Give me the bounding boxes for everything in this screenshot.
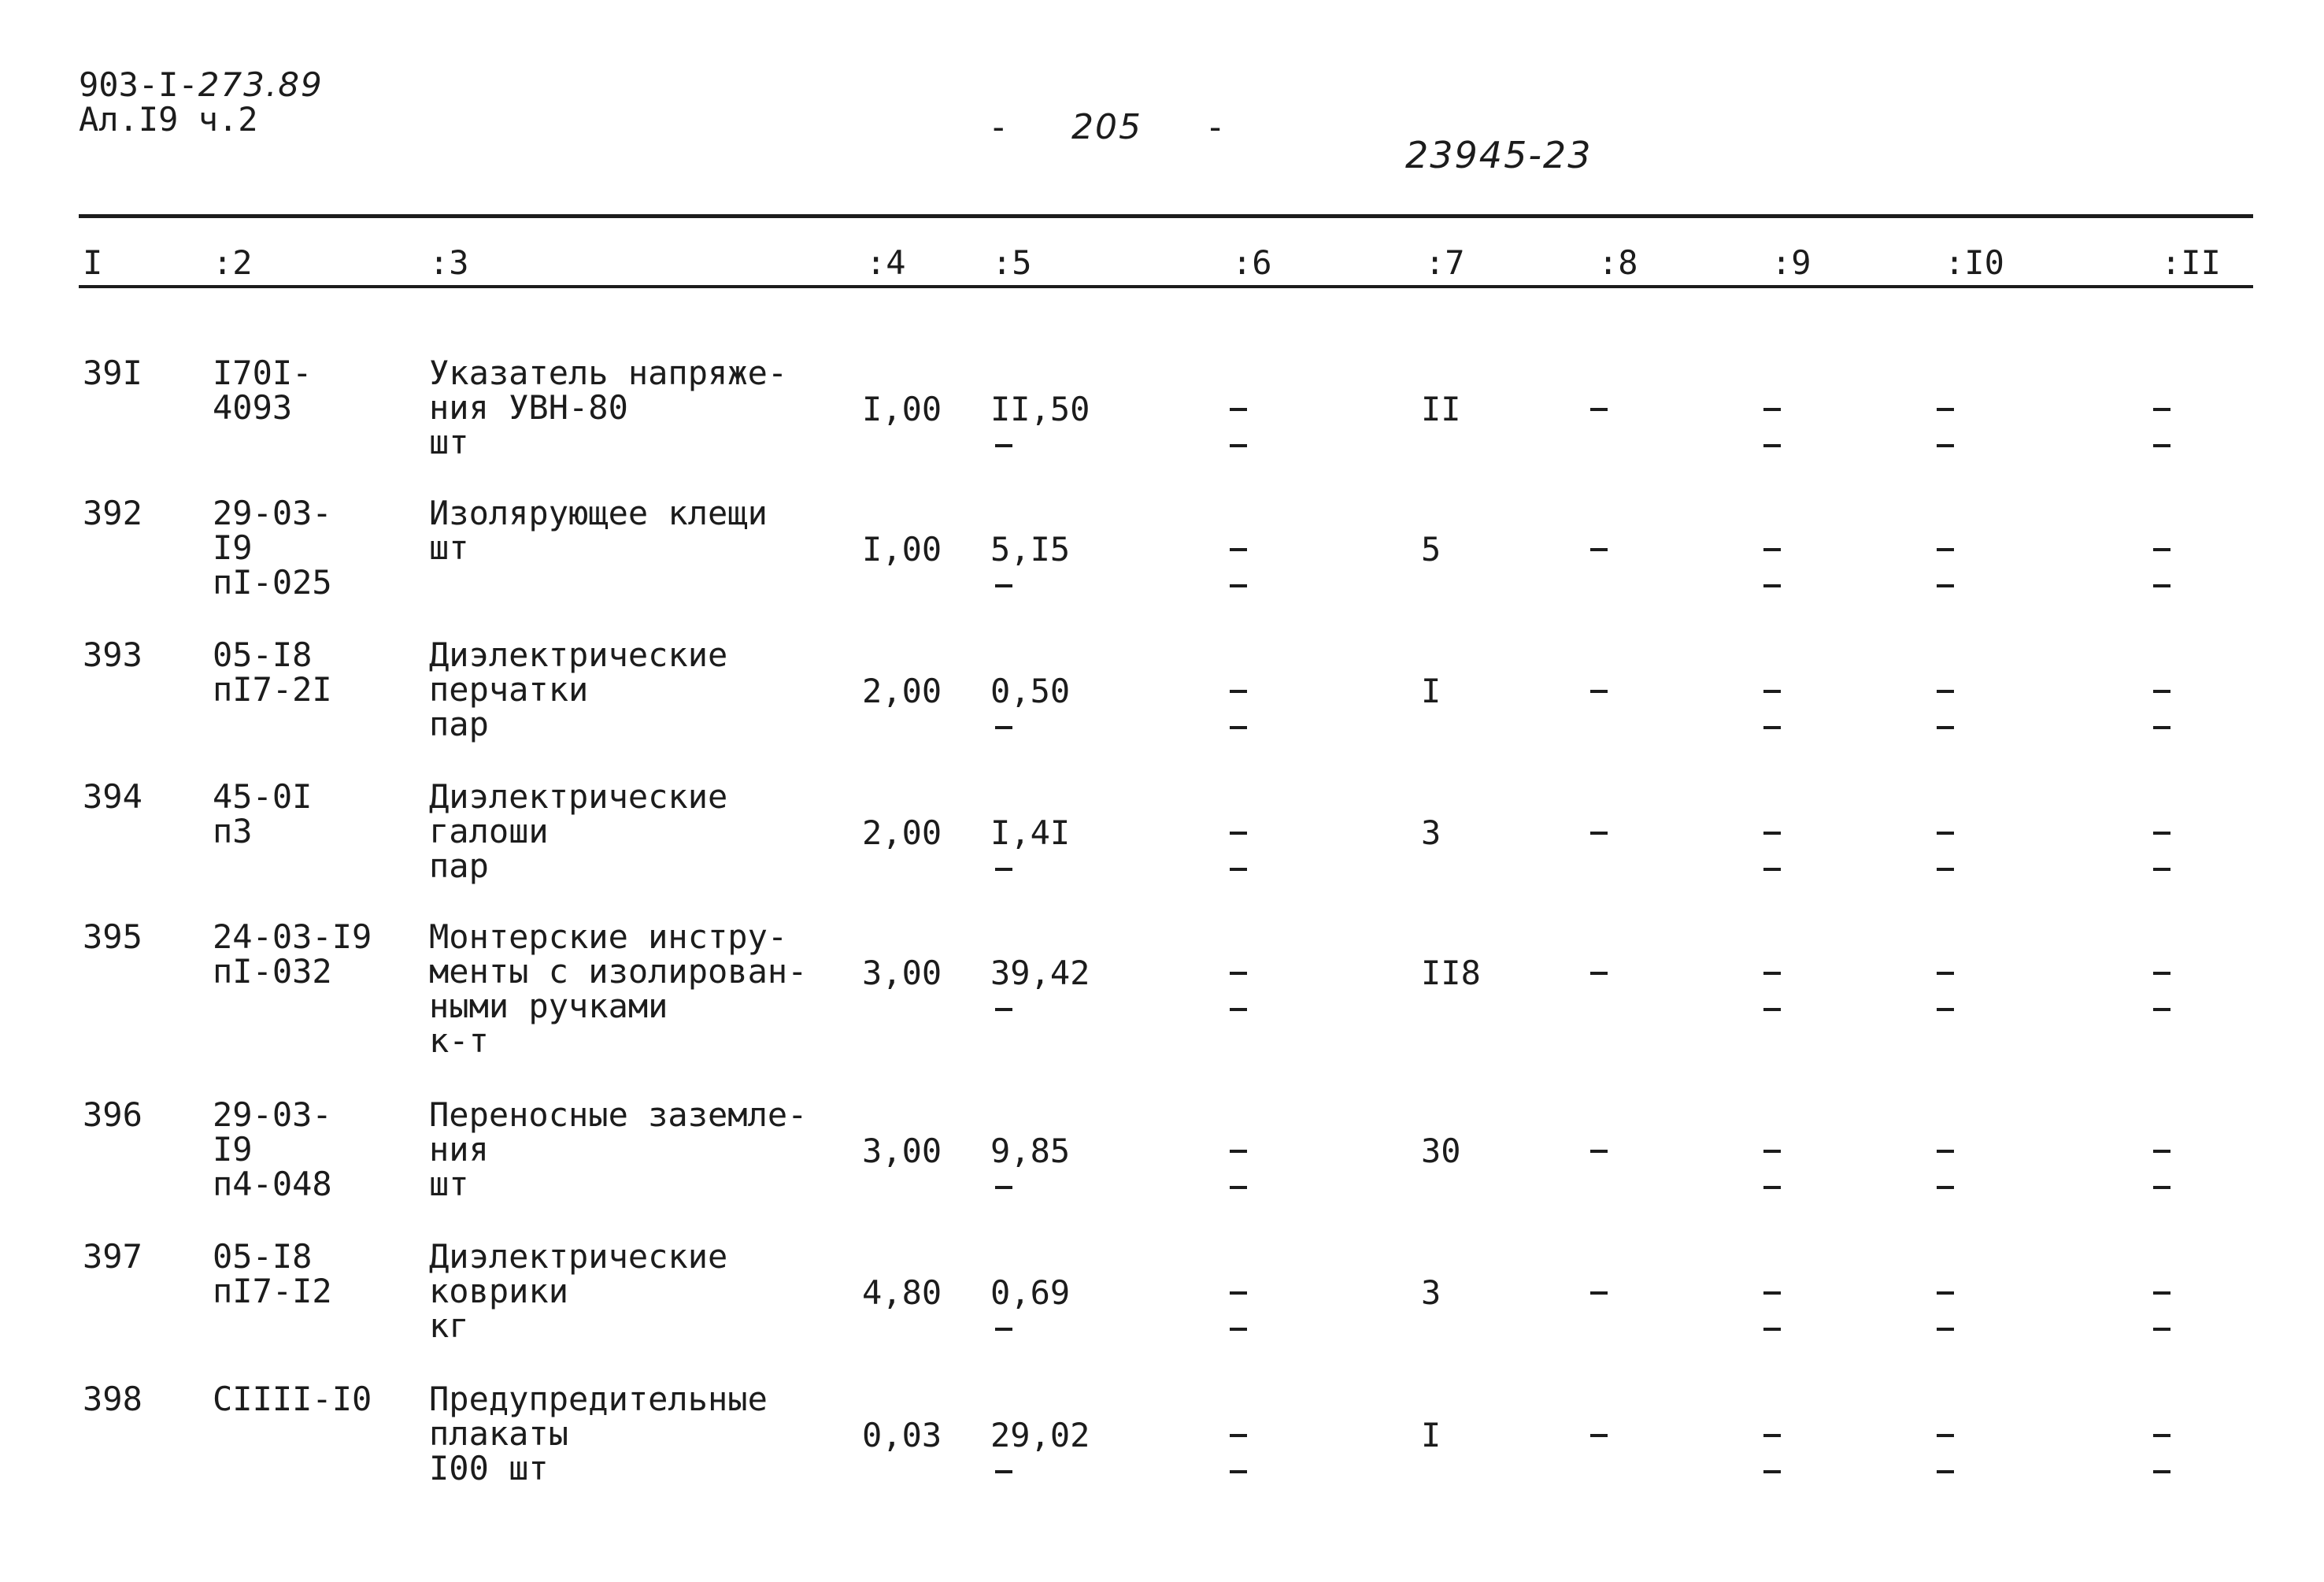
column-header-9: :9: [1771, 243, 1811, 282]
dash-mark: [2153, 972, 2170, 975]
dash-mark: [1763, 444, 1781, 447]
column-header-2: :2: [213, 243, 253, 282]
dash-mark: [1763, 1291, 1781, 1295]
item-name: [429, 1095, 808, 1203]
item-name-line: Предупредительные: [429, 1380, 768, 1418]
dash-mark: [1230, 1328, 1247, 1331]
item-name-line: Изолярующее клещи: [429, 494, 768, 532]
column-header-11: :II: [2161, 243, 2221, 282]
column-header-4: :4: [866, 243, 906, 282]
column-header-7: :7: [1425, 243, 1465, 282]
dash-mark: [1230, 868, 1247, 871]
dash-mark: [1590, 1434, 1608, 1437]
dash-mark: [995, 1008, 1012, 1011]
header-bottom-rule: [79, 285, 2253, 288]
item-quantity: 3,00: [862, 1132, 942, 1170]
dash-mark: [1937, 1470, 1954, 1473]
dash-mark: [1230, 1470, 1247, 1473]
dash-mark: [1763, 1434, 1781, 1437]
dash-mark: [1763, 548, 1781, 551]
item-name-line: коврики: [429, 1272, 569, 1310]
dash-mark: [2153, 868, 2170, 871]
page-number-value: 205: [1071, 107, 1142, 147]
dash-mark: [2153, 1008, 2170, 1011]
dash-mark: [2153, 584, 2170, 587]
item-price: 39,42: [990, 954, 1090, 992]
document-code-handwritten: 273.89: [198, 65, 324, 104]
item-number: 398: [83, 1380, 142, 1418]
item-number: 395: [83, 917, 142, 956]
item-name: [429, 635, 728, 743]
column-header-1: I: [83, 243, 103, 282]
dash-mark: [1230, 972, 1247, 975]
item-quantity: 2,00: [862, 813, 942, 852]
item-number: 39I: [83, 354, 142, 392]
dash-mark: [995, 1186, 1012, 1189]
item-code-line: пI-025: [213, 563, 332, 602]
column-header-3: :3: [429, 243, 469, 282]
dash-mark: [1590, 832, 1608, 835]
item-code-line: 05-I8: [213, 635, 313, 674]
item-name-line: менты с изолирован-: [429, 952, 808, 991]
dash-mark: [1230, 1008, 1247, 1011]
item-name: [429, 356, 787, 460]
item-price: I,4I: [990, 813, 1071, 852]
dash-mark: [1590, 690, 1608, 693]
item-code: [213, 496, 332, 600]
item-name: [429, 496, 768, 565]
dash-mark: [1590, 408, 1608, 411]
dash-mark: [2153, 1328, 2170, 1331]
column-header-10: :I0: [1945, 243, 2004, 282]
item-col7-value: 3: [1421, 1273, 1441, 1312]
item-code: [213, 1382, 372, 1417]
item-code: [213, 356, 312, 425]
item-code-line: п4-048: [213, 1165, 332, 1203]
item-name-line: плакаты: [429, 1414, 569, 1453]
item-code-line: I70I-: [213, 354, 313, 392]
dash-mark: [995, 868, 1012, 871]
item-code-line: 45-0I: [213, 777, 313, 816]
dash-mark: [995, 726, 1012, 729]
dash-mark: [2153, 726, 2170, 729]
item-name-line: ными ручками: [429, 987, 668, 1025]
item-price: 0,69: [990, 1273, 1071, 1312]
item-name-line: ния: [429, 1130, 489, 1169]
dash-mark: [1763, 726, 1781, 729]
item-code: [213, 1239, 332, 1309]
dash-mark: [1230, 726, 1247, 729]
dash-mark: [1230, 548, 1247, 551]
item-name-line: шт: [429, 528, 469, 567]
dash-mark: [2153, 444, 2170, 447]
dash-mark: [1937, 408, 1954, 411]
item-name-line: шт: [429, 1165, 469, 1203]
dash-mark: [1937, 548, 1954, 551]
item-col7-value: II8: [1421, 954, 1481, 992]
dash-mark: [1763, 868, 1781, 871]
dash-mark: [2153, 1291, 2170, 1295]
dash-mark: [1590, 1291, 1608, 1295]
item-code: [213, 917, 372, 991]
item-col7-value: I: [1421, 1416, 1441, 1454]
item-name-line: Переносные заземле-: [429, 1095, 808, 1134]
dash-mark: [1230, 1291, 1247, 1295]
item-quantity: I,00: [862, 530, 942, 569]
item-col7-value: 5: [1421, 530, 1441, 569]
item-name-line: Монтерские инстру-: [429, 917, 788, 956]
dash-mark: [1937, 584, 1954, 587]
dash-mark: [1937, 972, 1954, 975]
album-part: Ал.I9 ч.2: [79, 100, 258, 139]
item-code-line: I9: [213, 528, 253, 567]
item-price: 29,02: [990, 1416, 1090, 1454]
dash-mark: [1230, 1150, 1247, 1153]
item-code-line: пI7-2I: [213, 670, 332, 709]
dash-mark: [1937, 1328, 1954, 1331]
dash-mark: [2153, 832, 2170, 835]
dash-mark: [2153, 408, 2170, 411]
dash-mark: [1763, 584, 1781, 587]
item-price: 0,50: [990, 672, 1071, 710]
dash-mark: [2153, 690, 2170, 693]
dash-mark: [2153, 1434, 2170, 1437]
dash-mark: [1763, 1150, 1781, 1153]
column-header-5: :5: [992, 243, 1032, 282]
item-code-line: 24-03-I9: [213, 917, 372, 956]
item-number: 396: [83, 1095, 142, 1134]
dash-mark: [2153, 548, 2170, 551]
dash-mark: [1230, 444, 1247, 447]
item-name-line: шт: [429, 423, 469, 461]
dash-mark: [1937, 1150, 1954, 1153]
item-price: 5,I5: [990, 530, 1071, 569]
dash-mark: [1763, 1186, 1781, 1189]
item-quantity: 4,80: [862, 1273, 942, 1312]
item-name-line: пар: [429, 705, 489, 743]
item-code: [213, 635, 332, 709]
dash-mark: [1763, 1470, 1781, 1473]
dash-mark: [2153, 1150, 2170, 1153]
item-name-line: к-т: [429, 1021, 489, 1060]
item-quantity: I,00: [862, 390, 942, 428]
item-code-line: 29-03-: [213, 1095, 332, 1134]
dash-mark: [1937, 726, 1954, 729]
item-name-line: перчатки: [429, 670, 589, 709]
dash-mark: [1937, 832, 1954, 835]
item-number: 393: [83, 635, 142, 674]
item-code-line: I9: [213, 1130, 253, 1169]
dash-mark: [1763, 832, 1781, 835]
document-code: [79, 65, 324, 104]
dash-mark: [995, 1328, 1012, 1331]
dash-mark: [1590, 548, 1608, 551]
item-name-line: пар: [429, 847, 489, 885]
document-code-printed: 903-I-: [79, 65, 198, 104]
dash-mark: [1763, 972, 1781, 975]
archive-number: 23945-23: [1405, 134, 1593, 176]
item-name-line: галоши: [429, 812, 549, 850]
item-price: II,50: [990, 390, 1090, 428]
item-code-line: 4093: [213, 388, 293, 427]
item-number: 392: [83, 494, 142, 532]
item-name-line: ния УВН-80: [429, 388, 628, 427]
header-top-rule: [79, 214, 2253, 218]
item-col7-value: II: [1421, 390, 1461, 428]
item-number: 394: [83, 777, 142, 816]
item-col7-value: 3: [1421, 813, 1441, 852]
dash-mark: [1937, 690, 1954, 693]
dash-mark: [1230, 408, 1247, 411]
item-code-line: 29-03-: [213, 494, 332, 532]
dash-mark: [995, 1470, 1012, 1473]
item-code: [213, 1095, 332, 1203]
dash-mark: [1590, 972, 1608, 975]
item-code-line: п3: [213, 812, 253, 850]
dash-mark: [995, 444, 1012, 447]
dash-mark: [1937, 1186, 1954, 1189]
dash-mark: [1230, 584, 1247, 587]
dash-mark: [1937, 1008, 1954, 1011]
item-quantity: 3,00: [862, 954, 942, 992]
item-name-line: Указатель напряже-: [429, 354, 788, 392]
dash-mark: [995, 584, 1012, 587]
item-quantity: 0,03: [862, 1416, 942, 1454]
column-header-6: :6: [1232, 243, 1272, 282]
dash-mark: [1763, 1328, 1781, 1331]
item-code-line: 05-I8: [213, 1237, 313, 1276]
item-name-line: кг: [429, 1306, 469, 1345]
dash-mark: [2153, 1470, 2170, 1473]
dash-mark: [1230, 1434, 1247, 1437]
item-name: [429, 1239, 727, 1343]
dash-mark: [1763, 408, 1781, 411]
dash-mark: [1937, 868, 1954, 871]
item-price: 9,85: [990, 1132, 1071, 1170]
item-code-line: пI7-I2: [213, 1272, 332, 1310]
item-name-line: Диэлектрические: [429, 777, 728, 816]
item-name: [429, 1382, 768, 1486]
dash-mark: [2153, 1186, 2170, 1189]
item-col7-value: 30: [1421, 1132, 1461, 1170]
dash-mark: [1230, 690, 1247, 693]
dash-mark: [1230, 1186, 1247, 1189]
item-name-line: Диэлектрические: [429, 1237, 728, 1276]
item-code: [213, 777, 313, 850]
column-header-8: :8: [1598, 243, 1638, 282]
dash-mark: [1937, 1434, 1954, 1437]
item-col7-value: I: [1421, 672, 1441, 710]
item-name-line: Диэлектрические: [429, 635, 728, 674]
dash-mark: [1763, 1008, 1781, 1011]
dash-mark: [1937, 444, 1954, 447]
page-number: - 205 -: [988, 107, 1226, 147]
dash-mark: [1763, 690, 1781, 693]
item-name-line: I00 шт: [429, 1449, 549, 1488]
item-code-line: CIIII-I0: [213, 1380, 372, 1418]
item-code-line: пI-032: [213, 952, 332, 991]
item-quantity: 2,00: [862, 672, 942, 710]
dash-mark: [1937, 1291, 1954, 1295]
dash-mark: [1230, 832, 1247, 835]
item-name: [429, 917, 808, 1060]
item-name: [429, 777, 728, 885]
item-number: 397: [83, 1237, 142, 1276]
dash-mark: [1590, 1150, 1608, 1153]
